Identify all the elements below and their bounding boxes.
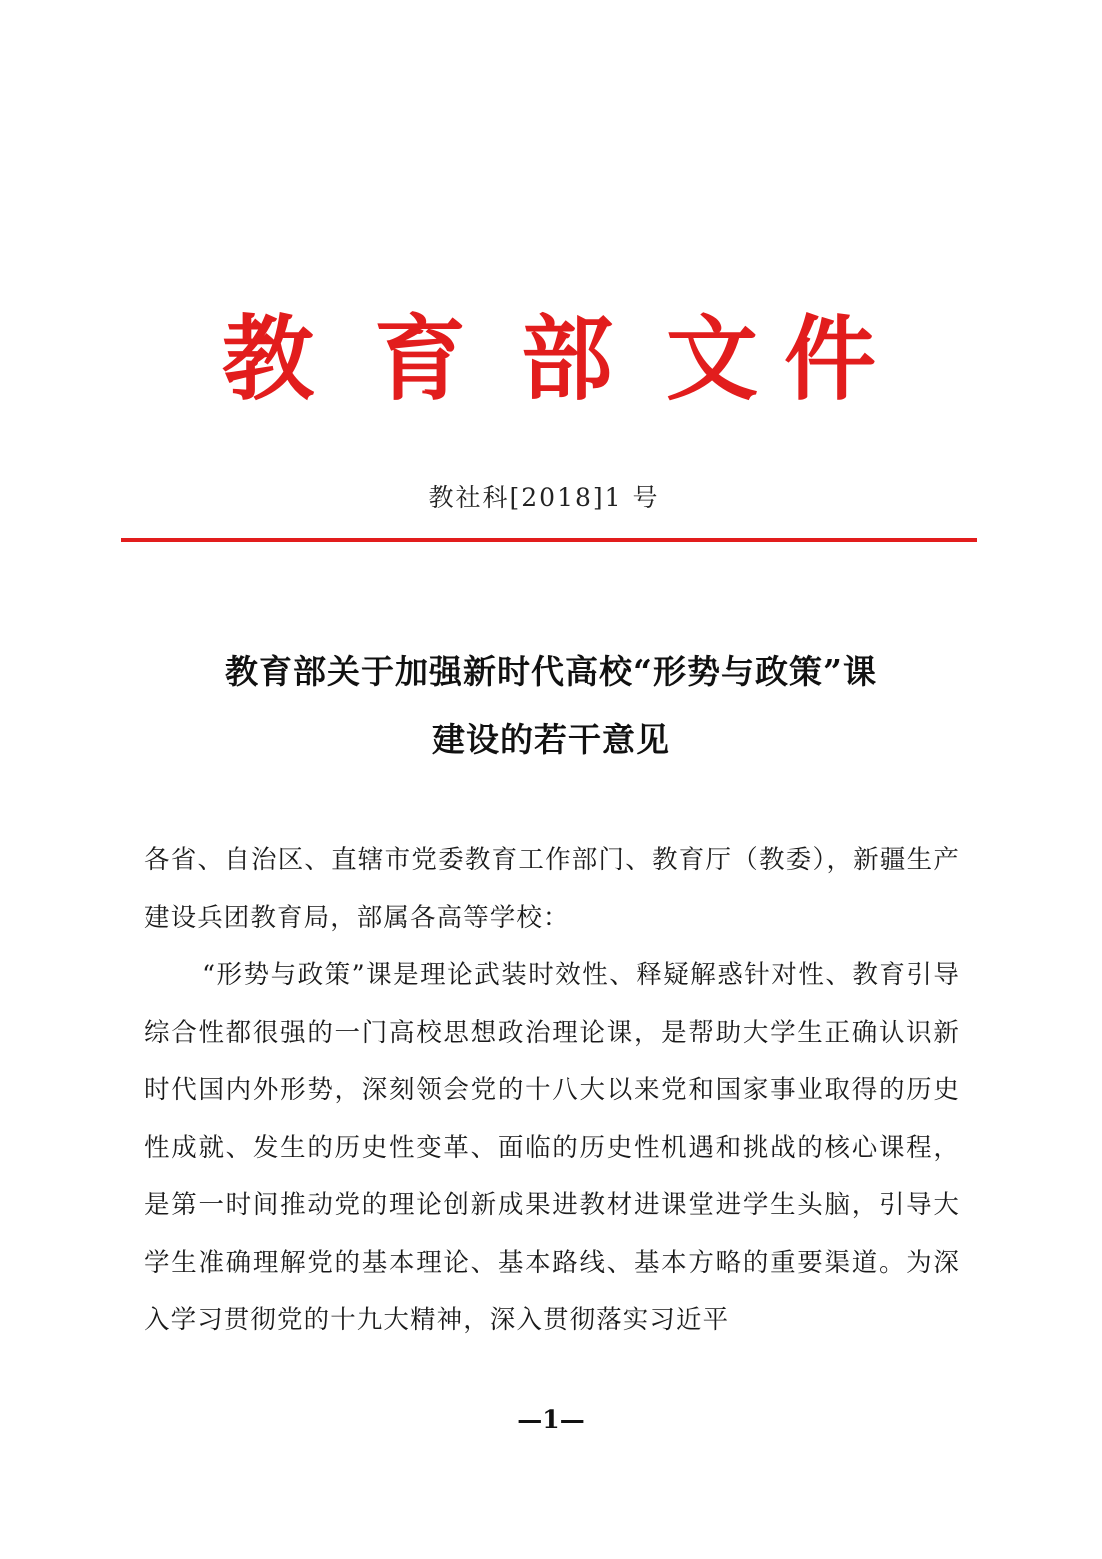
document-title-line-2: 建设的若干意见 [432,720,670,759]
masthead [0,300,1102,420]
recipients-paragraph: 各省、自治区、直辖市党委教育工作部门、教育厅（教委），新疆生产建设兵团教育局，部属各高等学校： [144,845,960,933]
body-paragraph: “形势与政策”课是理论武装时效性、释疑解惑针对性、教育引导综合性都很强的一门高校思想政治理论课，是帮助大学生正确认识新时代国内外形势，深刻领会党的十八大以来党和国家事业取得的历史性成就、发生的历史性变革、面临的历史性机遇和挑战的核心课程，是第一时间推动党的理论创新成果进教材进课堂进学生头脑，引导大学生准确理解党的基本理论、基本路线、基本方略的重要渠道。为深入学习贯彻党的十九大精神，深入贯彻落实习近平 [144,960,960,1335]
masthead-char: 教 [222,306,315,413]
document-body [144,832,960,1350]
header-divider [121,538,977,542]
masthead-char: 文 [666,306,759,413]
document-title-line-1: 教育部关于加强新时代高校“形势与政策”课 [225,652,877,691]
document-number: 教社科[2018]1 号 [428,483,660,512]
masthead-char: 部 [521,306,614,413]
masthead-char: 育 [374,306,467,413]
masthead-char: 件 [784,306,877,413]
page-number: —1— [517,1405,585,1434]
